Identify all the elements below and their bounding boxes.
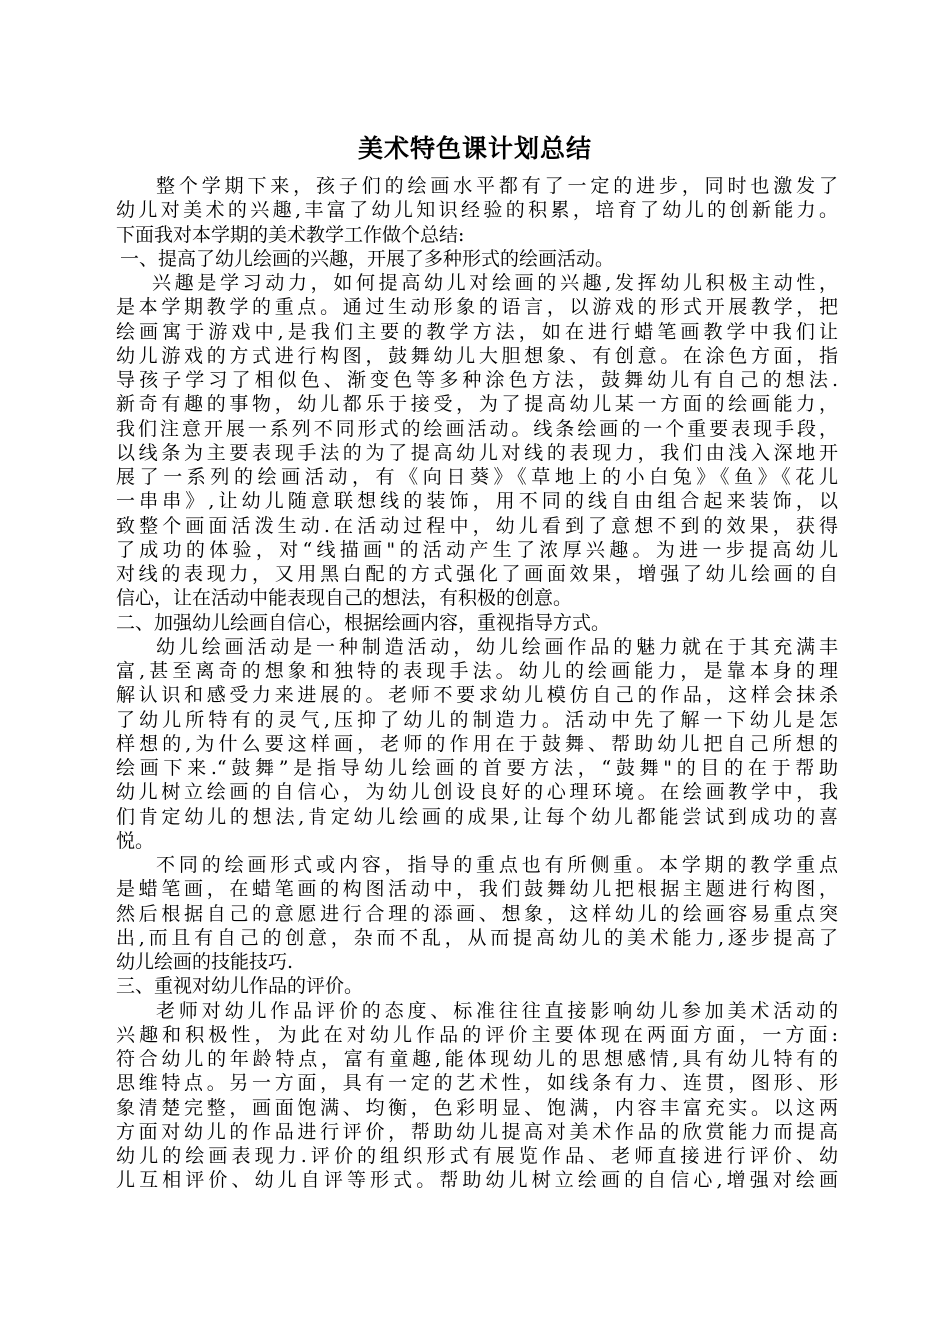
document-body [116, 174, 838, 1193]
text-line: 展了一系列的绘画活动，有《向日葵》《草地上的小白兔》《鱼》《花儿 [116, 466, 838, 488]
text-line: 样想的,为什么要这样画，老师的作用在于鼓舞、帮助幼儿把自己所想的 [116, 732, 838, 755]
text-line: 老师对幼儿作品评价的态度、标准往往直接影响幼儿参加美术活动的 [156, 999, 838, 1022]
text-line: 幼儿的绘画表现力.评价的组织形式有展览作品、老师直接进行评价、幼 [116, 1145, 838, 1167]
text-line: 出,而且有自己的创意，杂而不乱，从而提高幼儿的美术能力,逐步提高了 [116, 926, 838, 949]
text-line: 以线条为主要表现手法的为了提高幼儿对线的表现力，我们由浅入深地开 [116, 441, 838, 464]
text-line: 然后根据自己的意愿进行合理的添画、想象，这样幼儿的绘画容易重点突 [116, 902, 838, 925]
text-line: 思维特点。另一方面，具有一定的艺术性，如线条有力、连贯，图形、形 [116, 1072, 838, 1095]
text-line: 整个学期下来，孩子们的绘画水平都有了一定的进步，同时也激发了 [156, 175, 838, 197]
text-line: 象清楚完整，画面饱满、均衡，色彩明显、饱满，内容丰富充实。以这两 [116, 1096, 838, 1119]
text-line: 下面我对本学期的美术教学工作做个总结: [116, 223, 465, 246]
text-line: 致整个画面活泼生动.在活动过程中，幼儿看到了意想不到的效果，获得 [116, 514, 838, 537]
section-heading: 三、重视对幼儿作品的评价。 [116, 975, 364, 998]
text-line: 是蜡笔画，在蜡笔画的构图活动中，我们鼓舞幼儿把根据主题进行构图， [116, 878, 838, 901]
text-line: 富,甚至离奇的想象和独特的表现手法。幼儿的绘画能力，是靠本身的理 [116, 660, 838, 682]
section-heading: 一、提高了幼儿绘画的兴趣，开展了多种形式的绘画活动。 [120, 247, 615, 270]
text-line: 我们注意开展一系列不同形式的绘画活动。线条绘画的一个重要表现手段， [116, 417, 838, 440]
text-line: 幼儿绘画的技能技巧. [116, 951, 294, 973]
text-line: 是本学期教学的重点。通过生动形象的语言，以游戏的形式开展教学，把 [116, 296, 838, 319]
text-line: 新奇有趣的事物，幼儿都乐于接受，为了提高幼儿某一方面的绘画能力， [116, 393, 838, 416]
section-heading: 二、加强幼儿绘画自信心，根据绘画内容，重视指导方式。 [116, 611, 611, 634]
text-line: 信心，让在活动中能表现自己的想法，有积极的创意。 [116, 587, 573, 610]
text-line: 绘画寓于游戏中,是我们主要的教学方法，如在进行蜡笔画教学中我们让 [116, 320, 838, 343]
text-line: 幼儿对美术的兴趣,丰富了幼儿知识经验的积累，培育了幼儿的创新能力。 [116, 199, 838, 222]
document-title: 美术特色课计划总结 [357, 134, 592, 163]
text-line: 幼儿绘画活动是一种制造活动，幼儿绘画作品的魅力就在于其充满丰 [156, 635, 838, 658]
text-line: 一串串》,让幼儿随意联想线的装饰，用不同的线自由组合起来装饰，以 [116, 490, 838, 513]
text-line: 了幼儿所特有的灵气,压抑了幼儿的制造力。活动中先了解一下幼儿是怎 [116, 708, 838, 731]
text-line: 兴趣是学习动力，如何提高幼儿对绘画的兴趣,发挥幼儿积极主动性， [152, 272, 838, 294]
text-line: 不同的绘画形式或内容，指导的重点也有所侧重。本学期的教学重点 [156, 854, 838, 876]
text-line: 们肯定幼儿的想法,肯定幼儿绘画的成果,让每个幼儿都能尝试到成功的喜 [116, 805, 838, 828]
text-line: 了成功的体验，对“线描画"的活动产生了浓厚兴趣。为进一步提高幼儿 [116, 538, 838, 561]
text-line: 幼儿游戏的方式进行构图，鼓舞幼儿大胆想象、有创意。在涂色方面，指 [116, 344, 838, 367]
text-line: 绘画下来.“鼓舞”是指导幼儿绘画的首要方法，“鼓舞"的目的在于帮助 [116, 757, 838, 779]
text-line: 儿互相评价、幼儿自评等形式。帮助幼儿树立绘画的自信心,增强对绘画 [116, 1169, 838, 1192]
text-line: 导孩子学习了相似色、渐变色等多种涂色方法，鼓舞幼儿有自己的想法. [116, 369, 838, 391]
text-line: 幼儿树立绘画的自信心，为幼儿创设良好的心理环境。在绘画教学中，我 [116, 781, 838, 804]
text-line: 解认识和感受力来进展的。老师不要求幼儿模仿自己的作品，这样会抹杀 [116, 684, 838, 707]
text-line: 符合幼儿的年龄特点，富有童趣,能体现幼儿的思想感情,具有幼儿特有的 [116, 1048, 838, 1070]
text-line: 悦。 [116, 829, 155, 852]
text-line: 对线的表现力，又用黑白配的方式强化了画面效果，增强了幼儿绘画的自 [116, 563, 838, 585]
text-line: 方面对幼儿的作品进行评价，帮助幼儿提高对美术作品的欣赏能力而提高 [116, 1120, 838, 1143]
text-line: 兴趣和积极性，为此在对幼儿作品的评价主要体现在两面方面，一方面: [116, 1023, 838, 1046]
